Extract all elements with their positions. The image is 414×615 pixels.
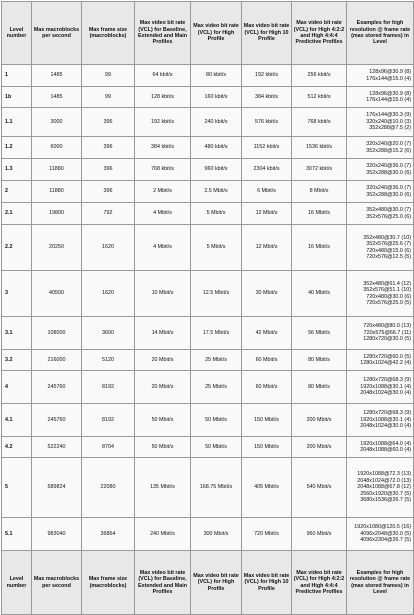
cell-high422: 768 kbit/s — [292, 108, 347, 137]
table-row — [2, 137, 414, 159]
table-row — [2, 181, 414, 203]
table-row — [2, 371, 414, 404]
example-resolution: 720x576@12.5 (5) — [366, 253, 411, 260]
cell-level: 1b — [2, 87, 32, 108]
cell-mbps: 11880 — [32, 159, 82, 181]
cell-examples — [347, 65, 414, 87]
footer-header-cell-high10: Max video bit rate (VCL) for High 10 Profile — [242, 551, 292, 615]
example-resolution: 352x480@61.4 (12) — [363, 280, 411, 287]
cell-high422: 16 Mbit/s — [292, 225, 347, 271]
cell-base: 192 kbit/s — [135, 108, 191, 137]
table-footer — [2, 551, 414, 615]
cell-examples — [347, 350, 414, 371]
footer-header-cell-mbps: Max macroblocks per second — [32, 551, 82, 615]
cell-base: 240 Mbit/s — [135, 518, 191, 551]
example-resolution: 2048x1024@30.0 (4) — [360, 423, 411, 430]
example-resolution: 720x480@30.0 (6) — [366, 293, 411, 300]
cell-high: 50 Mbit/s — [191, 437, 242, 458]
cell-mbps: 20250 — [32, 225, 82, 271]
example-resolution: 352x288@7.5 (2) — [369, 125, 411, 132]
cell-examples — [347, 458, 414, 518]
cell-base: 14 Mbit/s — [135, 317, 191, 350]
table-row — [2, 458, 414, 518]
example-resolution: 720x480@15.0 (6) — [366, 247, 411, 254]
cell-high10: 405 Mbit/s — [242, 458, 292, 518]
example-resolution: 176x144@15.0 (4) — [366, 75, 411, 82]
example-resolution: 352x288@15.2 (6) — [366, 147, 411, 154]
cell-mbps: 40500 — [32, 271, 82, 317]
header-cell-level: Level number — [2, 2, 32, 65]
cell-level: 1.2 — [2, 137, 32, 159]
example-resolution: 176x144@30.3 (9) — [366, 112, 411, 119]
cell-mbps: 3000 — [32, 108, 82, 137]
cell-high422: 1536 kbit/s — [292, 137, 347, 159]
footer-header-cell-level: Level number — [2, 551, 32, 615]
cell-base: 50 Mbit/s — [135, 437, 191, 458]
table-row — [2, 65, 414, 87]
cell-frame: 8192 — [82, 404, 135, 437]
header-cell-high: Max video bit rate (VCL) for High Profile — [191, 2, 242, 65]
cell-mbps: 19800 — [32, 203, 82, 225]
cell-mbps: 108000 — [32, 317, 82, 350]
cell-high: 480 kbit/s — [191, 137, 242, 159]
cell-high10: 576 kbit/s — [242, 108, 292, 137]
table-body — [2, 65, 414, 551]
example-resolution: 128x96@30.9 (8) — [369, 69, 411, 76]
footer-header-cell-examples: Examples for high resolution @ frame rate (max stored frames) in Level — [347, 551, 414, 615]
cell-examples — [347, 437, 414, 458]
cell-mbps: 522240 — [32, 437, 82, 458]
cell-high: 160 kbit/s — [191, 87, 242, 108]
table-row — [2, 108, 414, 137]
cell-level: 5 — [2, 458, 32, 518]
cell-examples — [347, 404, 414, 437]
cell-high10: 150 Mbit/s — [242, 437, 292, 458]
table-row — [2, 518, 414, 551]
example-resolution: 4096x2048@30.0 (5) — [360, 530, 411, 537]
cell-high10: 6 Mbit/s — [242, 181, 292, 203]
example-resolution: 320x240@20.0 (7) — [366, 141, 411, 148]
cell-high422: 40 Mbit/s — [292, 271, 347, 317]
cell-high422: 512 kbit/s — [292, 87, 347, 108]
cell-level: 1.1 — [2, 108, 32, 137]
cell-level: 3.1 — [2, 317, 32, 350]
example-resolution: 352x288@30.0 (6) — [366, 169, 411, 176]
cell-mbps: 1485 — [32, 87, 82, 108]
cell-examples — [347, 87, 414, 108]
cell-high: 960 kbit/s — [191, 159, 242, 181]
cell-mbps: 245760 — [32, 404, 82, 437]
cell-frame: 99 — [82, 65, 135, 87]
cell-examples — [347, 159, 414, 181]
cell-high10: 192 kbit/s — [242, 65, 292, 87]
cell-base: 2 Mbit/s — [135, 181, 191, 203]
cell-examples — [347, 317, 414, 350]
cell-frame: 3600 — [82, 317, 135, 350]
example-resolution: 352x576@51.1 (10) — [363, 287, 411, 294]
cell-frame: 99 — [82, 87, 135, 108]
cell-level: 2 — [2, 181, 32, 203]
cell-level: 4 — [2, 371, 32, 404]
example-resolution: 352x480@30.0 (7) — [366, 207, 411, 214]
cell-mbps: 6000 — [32, 137, 82, 159]
cell-high10: 2304 kbit/s — [242, 159, 292, 181]
example-resolution: 720x576@25.0 (5) — [366, 299, 411, 306]
cell-high422: 8 Mbit/s — [292, 181, 347, 203]
header-cell-mbps: Max macroblocks per second — [32, 2, 82, 65]
cell-high422: 256 kbit/s — [292, 65, 347, 87]
footer-header-cell-base: Max video bit rate (VCL) for Baseline, Extended and Main Profiles — [135, 551, 191, 615]
cell-high10: 384 kbit/s — [242, 87, 292, 108]
cell-base: 64 kbit/s — [135, 65, 191, 87]
example-resolution: 1920x1080@120.5 (16) — [354, 524, 411, 531]
example-resolution: 2048x1088@60.0 (4) — [360, 447, 411, 453]
cell-high: 5 Mbit/s — [191, 225, 242, 271]
example-resolution: 720x480@80.0 (13) — [363, 323, 411, 330]
example-resolution: 1280x720@68.3 (9) — [363, 410, 411, 417]
example-resolution: 128x96@30.9 (8) — [369, 90, 411, 97]
cell-mbps: 216000 — [32, 350, 82, 371]
cell-level: 3 — [2, 271, 32, 317]
cell-level: 2.1 — [2, 203, 32, 225]
table-row — [2, 350, 414, 371]
cell-examples — [347, 203, 414, 225]
cell-frame: 22080 — [82, 458, 135, 518]
cell-mbps: 245760 — [32, 371, 82, 404]
cell-high: 240 kbit/s — [191, 108, 242, 137]
table-row — [2, 159, 414, 181]
example-resolution: 352x480@30.7 (10) — [363, 234, 411, 241]
table-row — [2, 404, 414, 437]
cell-high422: 56 Mbit/s — [292, 317, 347, 350]
cell-level: 2.2 — [2, 225, 32, 271]
table-header — [2, 2, 414, 65]
cell-level: 5.1 — [2, 518, 32, 551]
table-row — [2, 225, 414, 271]
cell-frame: 8192 — [82, 371, 135, 404]
cell-frame: 396 — [82, 108, 135, 137]
cell-high: 25 Mbit/s — [191, 371, 242, 404]
cell-high: 50 Mbit/s — [191, 404, 242, 437]
example-resolution: 1280x720@60.0 (5) — [363, 353, 411, 360]
cell-high10: 60 Mbit/s — [242, 350, 292, 371]
example-resolution: 352x576@25.0 (6) — [366, 213, 411, 220]
example-resolution: 2048x1088@67.8 (12) — [357, 484, 411, 491]
footer-header-cell-high: Max video bit rate (VCL) for High Profile — [191, 551, 242, 615]
cell-frame: 5120 — [82, 350, 135, 371]
example-resolution: 4096x2304@26.7 (5) — [360, 537, 411, 544]
cell-high422: 80 Mbit/s — [292, 350, 347, 371]
table-row — [2, 437, 414, 458]
table-row — [2, 271, 414, 317]
cell-examples — [347, 137, 414, 159]
cell-frame: 8704 — [82, 437, 135, 458]
example-resolution: 720x576@66.7 (11) — [363, 329, 411, 336]
cell-high10: 1152 kbit/s — [242, 137, 292, 159]
h264-levels-table — [1, 1, 414, 615]
cell-frame: 396 — [82, 181, 135, 203]
example-resolution: 1920x1088@72.3 (13) — [357, 471, 411, 478]
cell-examples — [347, 108, 414, 137]
cell-base: 20 Mbit/s — [135, 371, 191, 404]
cell-frame: 36864 — [82, 518, 135, 551]
example-resolution: 320x240@36.0 (7) — [366, 163, 411, 170]
cell-high422: 3072 kbit/s — [292, 159, 347, 181]
cell-high422: 540 Mbit/s — [292, 458, 347, 518]
cell-base: 128 kbit/s — [135, 87, 191, 108]
cell-high: 17.5 Mbit/s — [191, 317, 242, 350]
cell-base: 10 Mbit/s — [135, 271, 191, 317]
cell-base: 50 Mbit/s — [135, 404, 191, 437]
cell-high10: 12 Mbit/s — [242, 225, 292, 271]
table-row — [2, 317, 414, 350]
example-resolution: 1280x720@68.3 (9) — [363, 377, 411, 384]
cell-level: 3.2 — [2, 350, 32, 371]
cell-high: 80 kbit/s — [191, 65, 242, 87]
cell-high: 168.75 Mbit/s — [191, 458, 242, 518]
cell-high: 300 Mbit/s — [191, 518, 242, 551]
header-cell-high422: Max video bit rate (VCL) for High 4:2:2 and High 4:4:4 Predictive Profiles — [292, 2, 347, 65]
header-cell-base: Max video bit rate (VCL) for Baseline, Extended and Main Profiles — [135, 2, 191, 65]
example-resolution: 1920x1088@30.1 (4) — [360, 416, 411, 423]
cell-base: 4 Mbit/s — [135, 203, 191, 225]
cell-base: 135 Mbit/s — [135, 458, 191, 518]
cell-mbps: 1485 — [32, 65, 82, 87]
cell-frame: 792 — [82, 203, 135, 225]
cell-examples — [347, 518, 414, 551]
cell-level: 1 — [2, 65, 32, 87]
footer-header-cell-frame: Max frame size (macroblocks) — [82, 551, 135, 615]
cell-mbps: 11880 — [32, 181, 82, 203]
example-resolution: 176x144@15.0 (4) — [366, 97, 411, 103]
cell-high: 5 Mbit/s — [191, 203, 242, 225]
cell-high422: 960 Mbit/s — [292, 518, 347, 551]
footer-row — [2, 551, 414, 615]
cell-high422: 200 Mbit/s — [292, 404, 347, 437]
cell-base: 4 Mbit/s — [135, 225, 191, 271]
cell-high10: 30 Mbit/s — [242, 271, 292, 317]
table-row — [2, 203, 414, 225]
cell-high10: 150 Mbit/s — [242, 404, 292, 437]
example-resolution: 2048x1024@30.0 (4) — [360, 390, 411, 397]
cell-base: 384 kbit/s — [135, 137, 191, 159]
cell-high: 12.5 Mbit/s — [191, 271, 242, 317]
table-row — [2, 87, 414, 108]
cell-examples — [347, 371, 414, 404]
cell-high10: 60 Mbit/s — [242, 371, 292, 404]
header-cell-high10: Max video bit rate (VCL) for High 10 Profile — [242, 2, 292, 65]
cell-high: 2.5 Mbit/s — [191, 181, 242, 203]
example-resolution: 1280x1024@42.2 (4) — [360, 360, 411, 366]
example-resolution: 1280x720@30.0 (5) — [363, 336, 411, 343]
cell-high10: 42 Mbit/s — [242, 317, 292, 350]
cell-high422: 16 Mbit/s — [292, 203, 347, 225]
cell-high10: 12 Mbit/s — [242, 203, 292, 225]
cell-level: 4.2 — [2, 437, 32, 458]
example-resolution: 352x288@30.0 (6) — [366, 191, 411, 198]
cell-mbps: 589824 — [32, 458, 82, 518]
example-resolution: 1920x1088@30.1 (4) — [360, 383, 411, 390]
cell-frame: 1620 — [82, 225, 135, 271]
cell-base: 20 Mbit/s — [135, 350, 191, 371]
cell-mbps: 983040 — [32, 518, 82, 551]
cell-examples — [347, 225, 414, 271]
cell-frame: 1620 — [82, 271, 135, 317]
cell-frame: 396 — [82, 137, 135, 159]
cell-examples — [347, 271, 414, 317]
example-resolution: 320x240@10.0 (3) — [366, 118, 411, 125]
example-resolution: 2560x1920@30.7 (5) — [360, 490, 411, 497]
footer-header-cell-high422: Max video bit rate (VCL) for High 4:2:2 and High 4:4:4 Predictive Profiles — [292, 551, 347, 615]
example-resolution: 3680x1536@26.7 (5) — [360, 497, 411, 504]
cell-high: 25 Mbit/s — [191, 350, 242, 371]
header-row — [2, 2, 414, 65]
cell-high10: 720 Mbit/s — [242, 518, 292, 551]
header-cell-examples: Examples for high resolution @ frame rate (max stored frames) in Level — [347, 2, 414, 65]
cell-high422: 80 Mbit/s — [292, 371, 347, 404]
example-resolution: 320x240@36.0 (7) — [366, 185, 411, 192]
cell-high422: 200 Mbit/s — [292, 437, 347, 458]
example-resolution: 2048x1024@72.0 (13) — [357, 477, 411, 484]
cell-frame: 396 — [82, 159, 135, 181]
example-resolution: 352x576@25.6 (7) — [366, 241, 411, 248]
cell-base: 768 kbit/s — [135, 159, 191, 181]
cell-level: 1.3 — [2, 159, 32, 181]
cell-level: 4.1 — [2, 404, 32, 437]
cell-examples — [347, 181, 414, 203]
example-resolution: 1920x1088@64.0 (4) — [360, 440, 411, 447]
header-cell-frame: Max frame size (macroblocks) — [82, 2, 135, 65]
